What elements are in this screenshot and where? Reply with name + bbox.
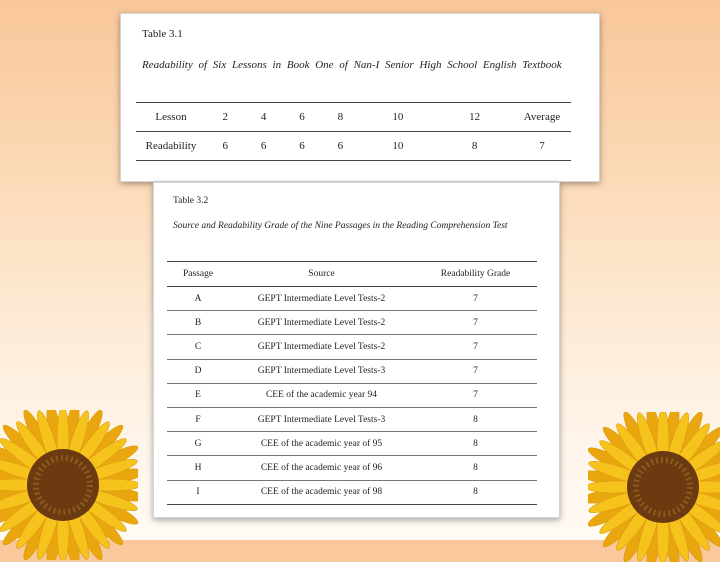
table-cell: 7 [513, 132, 571, 161]
table-cell: 6 [206, 132, 244, 161]
table-cell: B [167, 311, 229, 335]
header-cell: 6 [283, 103, 321, 132]
table-cell: Readability [136, 132, 206, 161]
header-cell-readability-grade: Readability Grade [414, 262, 537, 287]
table-3-2-label: Table 3.2 [173, 196, 209, 206]
table-row [167, 456, 537, 480]
table-cell: GEPT Intermediate Level Tests-3 [229, 407, 414, 431]
table-cell: C [167, 335, 229, 359]
table-cell: 10 [360, 132, 437, 161]
header-cell: Lesson [136, 103, 206, 132]
table-3-2-card [153, 182, 560, 518]
table-3-1-label: Table 3.1 [142, 28, 183, 40]
table-cell: CEE of the academic year 94 [229, 383, 414, 407]
table-cell: 8 [436, 132, 513, 161]
table-cell: 7 [414, 383, 537, 407]
table-cell: D [167, 359, 229, 383]
table-row [167, 287, 537, 311]
table-cell: GEPT Intermediate Level Tests-2 [229, 287, 414, 311]
header-cell: 2 [206, 103, 244, 132]
table-row [167, 407, 537, 431]
table-cell: GEPT Intermediate Level Tests-2 [229, 311, 414, 335]
table-cell: I [167, 480, 229, 504]
header-cell: 8 [321, 103, 359, 132]
table-3-2-caption: Source and Readability Grade of the Nine Passages in the Reading Comprehension Test [173, 221, 508, 231]
table-cell: 8 [414, 407, 537, 431]
table-cell: CEE of the academic year of 95 [229, 432, 414, 456]
table-cell: 7 [414, 311, 537, 335]
table-cell: 6 [283, 132, 321, 161]
header-cell: Average [513, 103, 571, 132]
table-row [167, 383, 537, 407]
table-cell: 8 [414, 456, 537, 480]
table-cell: GEPT Intermediate Level Tests-3 [229, 359, 414, 383]
table-row [167, 359, 537, 383]
table-header-row [167, 262, 537, 287]
table-cell: GEPT Intermediate Level Tests-2 [229, 335, 414, 359]
passages-table [167, 261, 537, 505]
passages-table-body [167, 287, 537, 505]
table-cell: 6 [244, 132, 282, 161]
table-cell: G [167, 432, 229, 456]
table-row [167, 335, 537, 359]
table-cell: 8 [414, 432, 537, 456]
table-cell: CEE of the academic year of 98 [229, 480, 414, 504]
table-row [167, 311, 537, 335]
table-cell: F [167, 407, 229, 431]
table-cell: 7 [414, 287, 537, 311]
table-row [136, 132, 571, 161]
table-cell: 7 [414, 335, 537, 359]
header-cell: 10 [360, 103, 437, 132]
header-cell: 12 [436, 103, 513, 132]
table-cell: 7 [414, 359, 537, 383]
table-row [167, 480, 537, 504]
table-cell: H [167, 456, 229, 480]
readability-lessons-table [136, 102, 571, 161]
header-cell-passage: Passage [167, 262, 229, 287]
sunflower-left-icon [0, 410, 138, 560]
table-row [167, 432, 537, 456]
table-3-1-card [120, 13, 600, 182]
table-cell: A [167, 287, 229, 311]
table-cell: E [167, 383, 229, 407]
table-cell: CEE of the academic year of 96 [229, 456, 414, 480]
table-cell: 8 [414, 480, 537, 504]
header-cell: 4 [244, 103, 282, 132]
table-cell: 6 [321, 132, 359, 161]
table-3-1-caption: Readability of Six Lessons in Book One of Nan-I Senior High School English Textbook [142, 59, 562, 71]
header-cell-source: Source [229, 262, 414, 287]
table-header-row [136, 103, 571, 132]
